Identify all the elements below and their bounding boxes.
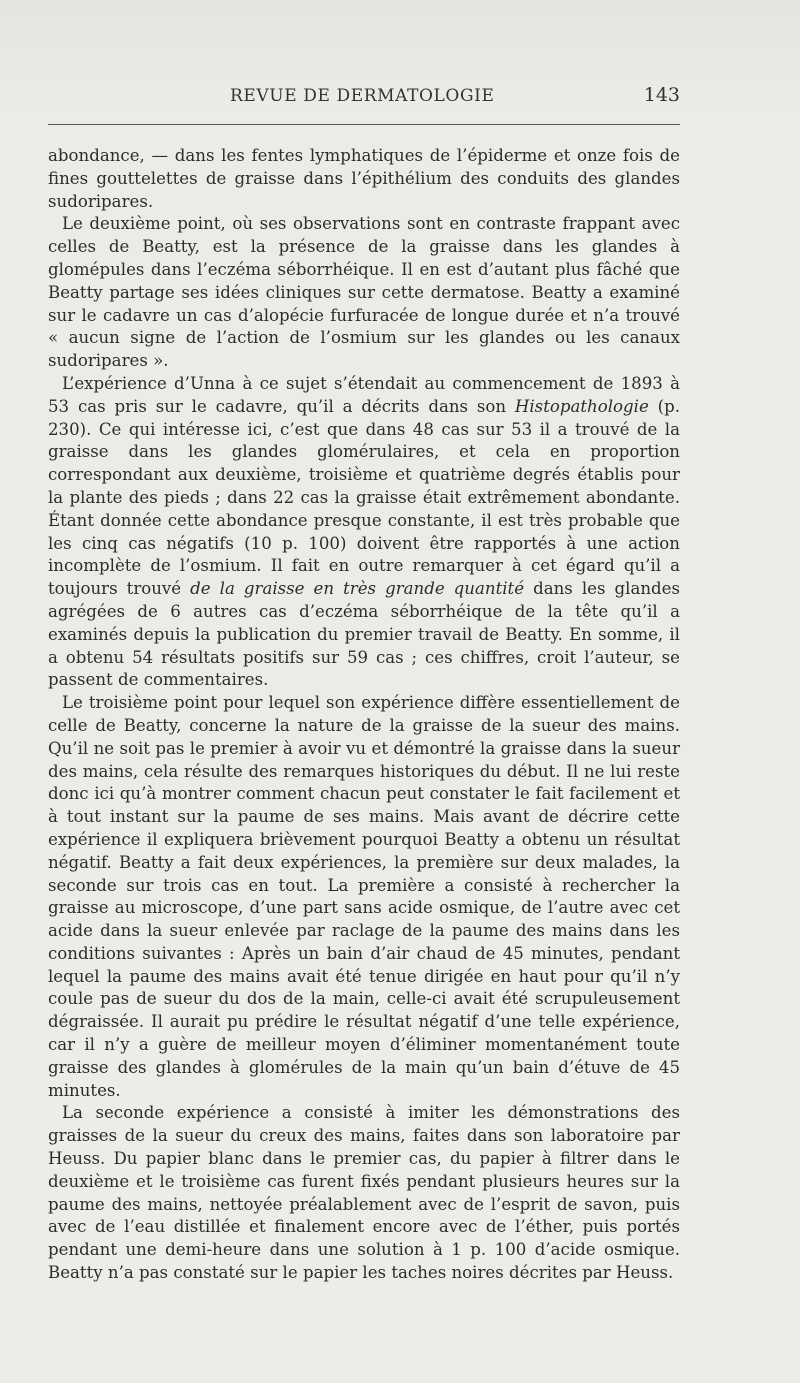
page-header <box>48 86 680 112</box>
paragraph-3-part-1: L’expérience d’Unna à ce sujet s’étendait au commencement de 1893 à 53 cas pris sur le cadavre, qu’il a décrits dans son <box>48 373 680 416</box>
header-rule <box>48 124 680 125</box>
emphasis-grande-quantite: de la graisse en très grande quantité <box>190 579 525 599</box>
running-title: REVUE DE DERMATOLOGIE <box>230 86 495 106</box>
paragraph-4: Le troisième point pour lequel son expérience diffère essentiellement de celle de Beatty, concerne la nature de la graisse de la sueur des mains. Qu’il ne soit pas le premier à avoir vu et démontré la graisse dans la sueur des mains, cela résulte des remarques historiques du début. Il ne lui reste donc ici qu’à montrer comment chacun peut constater le fait facilement et à tout instant sur la paume de ses mains. Mais avant de décrire cette expérience il expliquera brièvement pourquoi Beatty a obtenu un résultat négatif. Beatty a fait deux expériences, la première sur deux malades, la seconde sur trois cas en tout. La première a consisté à rechercher la graisse au microscope, d’une part sans acide osmique, de l’autre avec cet acide dans la sueur enlevée par raclage de la paume des mains dans les conditions suivantes : Après un bain d’air chaud de 45 minutes, pendant lequel la paume des mains avait été tenue dirigée en haut pour qu’il n’y coule pas de sueur du dos de la main, celle-ci avait été scrupuleusement dégraissée. Il aurait pu prédire le résultat négatif d’une telle expérience, car il n’y a guère de meilleur moyen d’éliminer momentanément toute graisse des glandes à glomérules de la main qu’un bain d’étuve de 45 minutes. <box>48 693 680 1100</box>
paragraph-3 <box>48 373 680 692</box>
paragraph-3-part-2: (p. 230). Ce qui intéresse ici, c’est que dans 48 cas sur 53 il a trouvé de la graisse dans les glandes glomérulaires, et cela en proportion correspondant aux deuxième, troisième et quatrième degrés établis pour la plante des pieds ; dans 22 cas la graisse était extrêmement abondante. Étant donnée cette abondance presque constante, il est très probable que les cinq cas négatifs (10 p. 100) doivent être rapportés à une action incomplète de l’osmium. Il fait en outre remarquer à cet égard qu’il a toujours trouvé <box>48 396 680 599</box>
paragraph-1: abondance, — dans les fentes lymphatiques de l’épiderme et onze fois de fines gouttelettes de graisse dans l’épithélium des conduits des glandes sudoripares. <box>48 146 680 211</box>
book-title-histopathologie: Histopathologie <box>514 396 649 416</box>
article-body <box>48 145 680 1285</box>
page-number: 143 <box>643 84 680 106</box>
paragraph-3-part-3: dans les glandes agrégées de 6 autres cas d’eczéma séborrhéique de la tête qu’il a examinés depuis la publication du premier travail de Beatty. En somme, il a obtenu 54 résultats positifs sur 59 cas ; ces chiffres, croit l’auteur, se passent de commentaires. <box>48 579 680 690</box>
paragraph-2: Le deuxième point, où ses observations sont en contraste frappant avec celles de Beatty, est la présence de la graisse dans les glandes à gloméрules dans l’eczéma séborrhéique. Il en est d’autant plus fâché que Beatty partage ses idées cliniques sur cette dermatose. Beatty a examiné sur le cadavre un cas d’alopécie furfuracée de longue durée et n’a trouvé « aucun signe de l’action de l’osmium sur les glandes ou les canaux sudoripares ». <box>48 214 680 371</box>
paragraph-5: La seconde expérience a consisté à imiter les démonstrations des graisses de la sueur du creux des mains, faites dans son laboratoire par Heuss. Du papier blanc dans le premier cas, du papier à filtrer dans le deuxième et le troisième cas furent fixés pendant plusieurs heures sur la paume des mains, nettoyée préalablement avec de l’esprit de savon, puis avec de l’eau distillée et finalement encore avec de l’éther, puis portés pendant une demi-heure dans une solution à 1 p. 100 d’acide osmique. Beatty n’a pas constaté sur le papier les taches noires décrites par Heuss. <box>48 1103 680 1283</box>
